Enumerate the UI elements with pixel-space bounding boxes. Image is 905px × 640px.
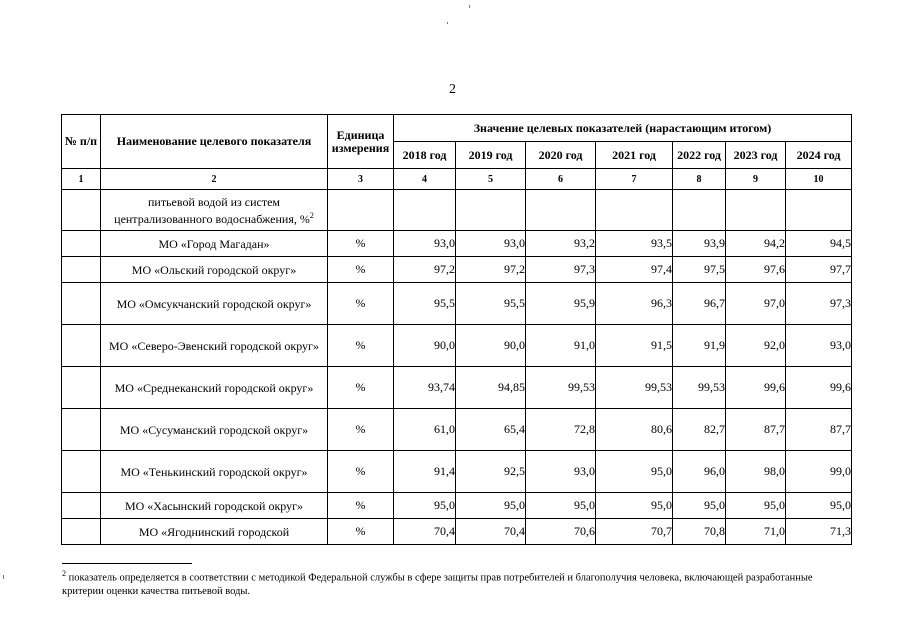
value-cell: 71,3 — [786, 519, 852, 545]
value-cell: 98,0 — [726, 451, 786, 493]
page-number: 2 — [449, 82, 456, 97]
column-number: 9 — [726, 169, 786, 190]
value-cell: 94,5 — [786, 231, 852, 257]
value-cell: 95,5 — [456, 283, 526, 325]
table-row — [62, 367, 852, 409]
value-cell: 97,0 — [726, 283, 786, 325]
table-row — [62, 257, 852, 283]
row-num-cell — [62, 493, 101, 519]
unit-cell: % — [328, 367, 394, 409]
value-cell: 70,4 — [456, 519, 526, 545]
row-num-cell — [62, 451, 101, 493]
unit-cell: % — [328, 257, 394, 283]
row-num-cell — [62, 257, 101, 283]
value-cell: 93,74 — [394, 367, 456, 409]
header-values-group: Значение целевых показателей (нарастающим итогом) — [394, 115, 852, 142]
value-cell: 96,3 — [596, 283, 673, 325]
unit-cell: % — [328, 451, 394, 493]
indicator-name: МО «Хасынский городской округ» — [101, 493, 328, 519]
value-cell: 95,5 — [394, 283, 456, 325]
value-cell: 94,85 — [456, 367, 526, 409]
footnote-ref: 2 — [309, 210, 314, 220]
value-cell: 95,0 — [786, 493, 852, 519]
value-cell — [526, 190, 596, 231]
value-cell: 95,9 — [526, 283, 596, 325]
value-cell: 61,0 — [394, 409, 456, 451]
unit-cell: % — [328, 283, 394, 325]
value-cell: 96,7 — [673, 283, 726, 325]
column-number: 7 — [596, 169, 673, 190]
table-row — [62, 409, 852, 451]
value-cell: 90,0 — [456, 325, 526, 367]
header-num: № п/п — [62, 115, 101, 169]
value-cell: 99,6 — [726, 367, 786, 409]
value-cell: 99,6 — [786, 367, 852, 409]
column-number: 2 — [101, 169, 328, 190]
indicator-name-text: питьевой водой из систем централизованного водоснабжения, % — [114, 194, 310, 226]
indicator-name: МО «Ольский городской округ» — [101, 257, 328, 283]
value-cell: 87,7 — [786, 409, 852, 451]
table-row — [62, 325, 852, 367]
row-num-cell — [62, 283, 101, 325]
header-year: 2020 год — [526, 142, 596, 169]
value-cell: 92,0 — [726, 325, 786, 367]
value-cell: 87,7 — [726, 409, 786, 451]
column-number: 3 — [328, 169, 394, 190]
value-cell: 93,0 — [456, 231, 526, 257]
indicator-name-continued — [101, 190, 328, 231]
value-cell: 99,53 — [673, 367, 726, 409]
value-cell — [394, 190, 456, 231]
value-cell — [673, 190, 726, 231]
unit-cell: % — [328, 409, 394, 451]
header-year: 2021 год — [596, 142, 673, 169]
column-number: 4 — [394, 169, 456, 190]
header-year: 2018 год — [394, 142, 456, 169]
value-cell: 93,0 — [394, 231, 456, 257]
header-year: 2019 год — [456, 142, 526, 169]
row-num-cell — [62, 231, 101, 257]
value-cell: 93,9 — [673, 231, 726, 257]
table-row — [62, 493, 852, 519]
row-num-cell — [62, 325, 101, 367]
footnote-marker: 2 — [62, 569, 66, 578]
indicator-name: МО «Тенькинский городской округ» — [101, 451, 328, 493]
indicator-name: МО «Среднеканский городской округ» — [101, 367, 328, 409]
scan-speck — [469, 5, 470, 8]
value-cell: 72,8 — [526, 409, 596, 451]
column-number-row — [62, 169, 852, 190]
value-cell: 95,0 — [394, 493, 456, 519]
value-cell: 70,4 — [394, 519, 456, 545]
value-cell: 93,0 — [526, 451, 596, 493]
header-year: 2022 год — [673, 142, 726, 169]
row-num-cell — [62, 519, 101, 545]
value-cell: 80,6 — [596, 409, 673, 451]
value-cell: 90,0 — [394, 325, 456, 367]
value-cell — [786, 190, 852, 231]
value-cell: 93,0 — [786, 325, 852, 367]
indicator-name: МО «Омсукчанский городской округ» — [101, 283, 328, 325]
header-name: Наименование целевого показателя — [101, 115, 328, 169]
value-cell: 97,5 — [673, 257, 726, 283]
column-number: 5 — [456, 169, 526, 190]
value-cell: 82,7 — [673, 409, 726, 451]
column-number: 10 — [786, 169, 852, 190]
header-year: 2024 год — [786, 142, 852, 169]
value-cell: 95,0 — [596, 451, 673, 493]
header-year: 2023 год — [726, 142, 786, 169]
value-cell: 93,5 — [596, 231, 673, 257]
footnote — [62, 567, 852, 598]
value-cell: 70,8 — [673, 519, 726, 545]
value-cell: 91,0 — [526, 325, 596, 367]
header-unit: Единица измерения — [328, 115, 394, 169]
unit-cell: % — [328, 325, 394, 367]
unit-cell: % — [328, 519, 394, 545]
value-cell: 97,6 — [726, 257, 786, 283]
value-cell — [726, 190, 786, 231]
scan-speck — [447, 22, 448, 24]
value-cell: 99,0 — [786, 451, 852, 493]
footnote-text: показатель определяется в соответствии с методикой Федеральной службы в сфере защиты прав потребителей и благополучия человека, включающей разработанные критерии оценки качества питьевой воды. — [62, 572, 813, 597]
row-num-cell — [62, 367, 101, 409]
value-cell: 92,5 — [456, 451, 526, 493]
value-cell: 95,0 — [726, 493, 786, 519]
row-num-cell — [62, 190, 101, 231]
value-cell: 97,4 — [596, 257, 673, 283]
value-cell — [596, 190, 673, 231]
value-cell: 95,0 — [456, 493, 526, 519]
value-cell: 99,53 — [526, 367, 596, 409]
value-cell: 97,7 — [786, 257, 852, 283]
value-cell: 97,2 — [394, 257, 456, 283]
unit-cell: % — [328, 231, 394, 257]
value-cell: 94,2 — [726, 231, 786, 257]
value-cell: 95,0 — [673, 493, 726, 519]
value-cell: 93,2 — [526, 231, 596, 257]
value-cell: 71,0 — [726, 519, 786, 545]
value-cell: 97,3 — [786, 283, 852, 325]
value-cell: 96,0 — [673, 451, 726, 493]
indicator-name: МО «Сусуманский городской округ» — [101, 409, 328, 451]
unit-cell — [328, 190, 394, 231]
value-cell: 65,4 — [456, 409, 526, 451]
value-cell: 99,53 — [596, 367, 673, 409]
column-number: 6 — [526, 169, 596, 190]
table-row — [62, 231, 852, 257]
indicator-name: МО «Город Магадан» — [101, 231, 328, 257]
value-cell: 70,6 — [526, 519, 596, 545]
indicator-name: МО «Ягоднинский городской — [101, 519, 328, 545]
continuation-row — [62, 190, 852, 231]
value-cell — [456, 190, 526, 231]
value-cell: 91,4 — [394, 451, 456, 493]
row-num-cell — [62, 409, 101, 451]
value-cell: 91,9 — [673, 325, 726, 367]
scan-speck — [3, 575, 4, 579]
value-cell: 95,0 — [526, 493, 596, 519]
footnote-separator — [62, 563, 192, 564]
value-cell: 97,3 — [526, 257, 596, 283]
indicators-table — [61, 114, 852, 545]
indicator-name: МО «Северо-Эвенский городской округ» — [101, 325, 328, 367]
table-row — [62, 451, 852, 493]
table-row — [62, 519, 852, 545]
value-cell: 95,0 — [596, 493, 673, 519]
column-number: 1 — [62, 169, 101, 190]
value-cell: 70,7 — [596, 519, 673, 545]
value-cell: 91,5 — [596, 325, 673, 367]
column-number: 8 — [673, 169, 726, 190]
unit-cell: % — [328, 493, 394, 519]
table-row — [62, 283, 852, 325]
value-cell: 97,2 — [456, 257, 526, 283]
